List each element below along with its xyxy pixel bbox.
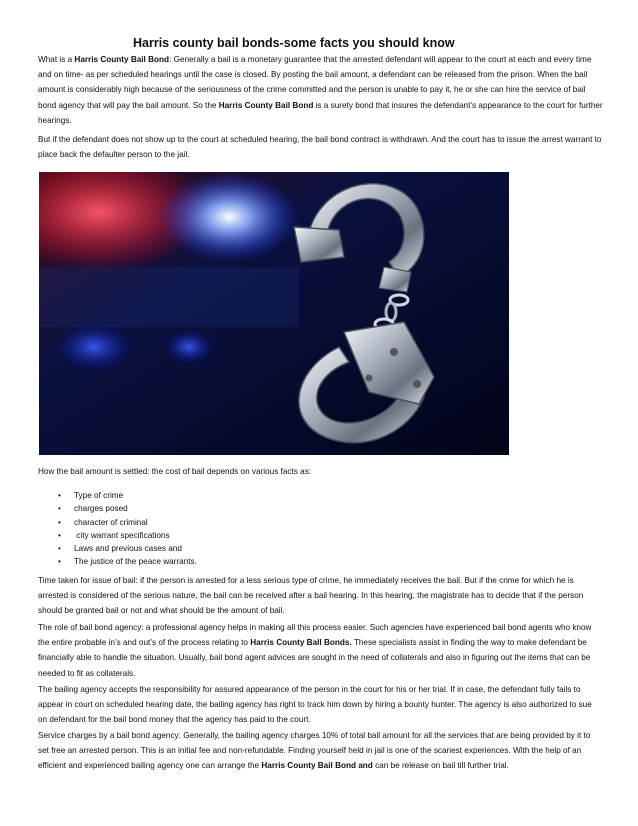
bullet-icon: •: [58, 504, 61, 514]
list-item: • character of criminal: [38, 516, 197, 529]
paragraph-agency-responsibility: The bailing agency accepts the responsibility for assured appearance of the person in the court for his or her trial. If in case, the defendant fully fails to appear in court on scheduled hearing date, the bailing agency has right to track him down by hiring a bounty hunter. The agency is also authorized to sue on defendant for the bail bond money that the agency has paid to the court.: [38, 685, 592, 725]
bail-factors-list: [38, 489, 197, 569]
paragraph-issue-time: Time taken for issue of bail: if the person is arrested for a less serious type of crime, he immediately receives the bail. But if the crime for which he is arrested is considered of the serious nature, the bail can be received after a bail hearing. In this hearing, the magistrate has to decide that if the person should be granted bail or not and what should be the amount of bail.: [38, 576, 584, 616]
bold-term: Harris County Bail Bond: [218, 100, 314, 110]
bullet-icon: •: [58, 544, 61, 554]
handcuffs-illustration: [39, 172, 509, 455]
bold-term: Harris County Ball Bonds.: [250, 638, 352, 648]
paragraph-default: But if the defendant does not show up to the court at scheduled hearing, the bail bond contract is withdrawn. And the court has to issue the arrest warrant to place back the defaulter person to the jail.: [38, 135, 602, 160]
text-span: : Generally a bail is a monetary guarantee that the arrested defendant will appear to the court at each and every time and on time- as per scheduled hearings until the case is closed. By posting the bail amount, a defendant can be released from the prison. When the bail amount is considerably high because of the seriousness of the crime committed and the person is unable to pay it, he or she can hire the service of bail bond agency that will pay the bail amount. So the: [38, 55, 592, 110]
bullet-icon: •: [58, 491, 61, 500]
paragraph-service-charges: Service charges by a bail bond agency: Generally, the bailing agency charges 10% of total bail amount for all the services that are being provided by it to set free an arrested person. This is an initial fee and non-refundable. Finding yourself held in jail is one of the scariest experiences. With the help of an efficient and experienced bailing agency one can arrange the Harris County Bail Bond and can be release on bail till further trial.: [38, 731, 591, 771]
paragraph-bail-amount: How the bail amount is settled: the cost of bail depends on various facts as:: [38, 467, 312, 476]
bold-term: Harris County Bail Bond: [74, 55, 170, 64]
bullet-icon: •: [58, 530, 61, 540]
list-item: • charges posed: [38, 502, 197, 515]
text-span: is a surety bond that insures the defendant’s appearance to the court for further hearings.: [38, 100, 603, 125]
page-title: Harris county bail bonds-some facts you should know: [133, 36, 455, 50]
bold-term: Harris County Bail Bond and: [261, 761, 373, 771]
paragraph-agency-role: The role of bail bond agency: a professional agency helps in making all this process easier. Such agencies have experienced bail bond agents who know the entire probable in’s and out’s of the process relating to Harris County Ball Bonds. These specialists assist in finding the way to make defendant be financially able to handle the situation. Usually, bail bond agent advices are sought in the need of collaterals and also in figuring out the items that can be needed to fit as collaterals.: [38, 623, 592, 678]
handcuffs-photo: [39, 172, 509, 455]
list-item: • The justice of the peace warrants.: [38, 555, 197, 568]
bullet-icon: •: [58, 557, 61, 567]
list-item: • Type of crime: [38, 489, 197, 502]
list-item: • city warrant specifications: [38, 529, 197, 542]
list-item: • Laws and previous cases and: [38, 542, 197, 555]
paragraph-intro: [38, 52, 603, 128]
bullet-icon: •: [58, 517, 61, 527]
text-span: What is a: [38, 55, 75, 64]
